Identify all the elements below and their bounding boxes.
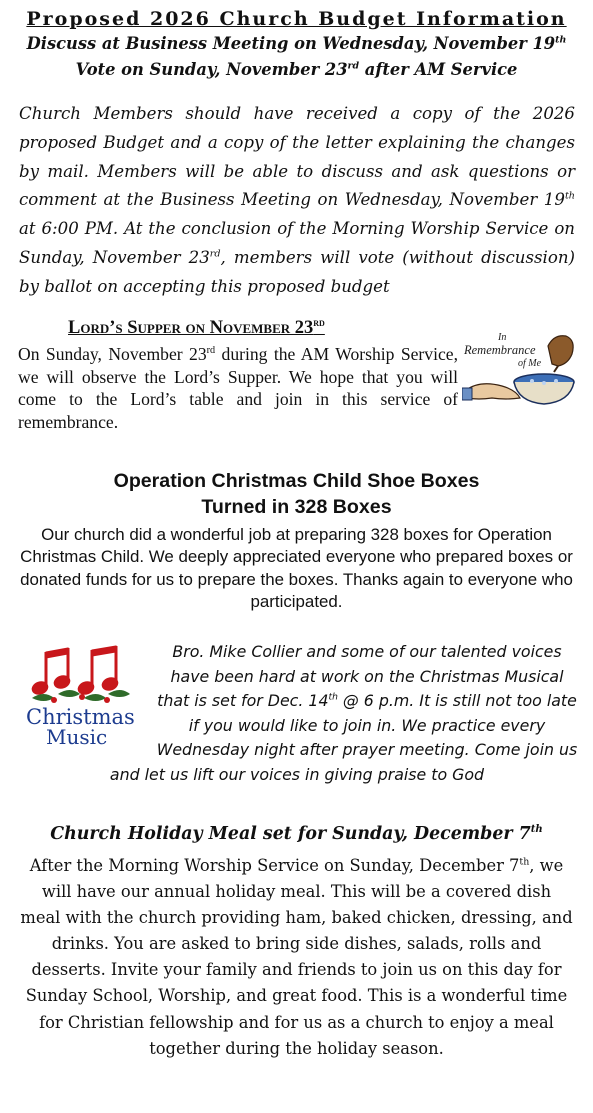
musical-body-post: @ 6 p.m. It is still not too late if you would like to join in. We practice every Wednesday night after prayer meeting. Come join us and let us lift our voices in giving praise to God [109,691,578,784]
budget-paragraph [19,100,575,302]
musical-paragraph [14,640,580,788]
budget-vote-line [0,60,593,79]
holiday-meal-title-sup: th [530,824,543,836]
shoe-boxes-paragraph: Our church did a wonderful job at preparing 328 boxes for Operation Christmas Child. We deeply appreciated everyone who prepared boxes or donated funds for us to prepare the boxes. Thanks again to everyone who participated. [20,525,573,611]
budget-paragraph-sup2: rd [209,248,221,260]
lords-supper-body-sup: rd [206,345,216,357]
remembrance-text: Remembrance [464,343,536,357]
lords-supper-paragraph [18,343,458,433]
budget-paragraph-part1: Church Members should have received a copy of the 2026 proposed Budget and a copy of the letter explaining the changes by mail. Members will be able to discuss and ask questions or comment at the Business Meeting on Wednesday, November 19 [19,104,575,210]
budget-title: Proposed 2026 Church Budget Information [26,8,567,30]
budget-paragraph-sup1: th [564,190,575,202]
music-word: Music [46,725,108,746]
remembrance-in-text: In [498,332,507,343]
remembrance-of-me-text: of Me [518,358,542,369]
budget-discuss-line [0,34,593,53]
lords-supper-title-text: Lord’s Supper on November 23 [68,318,314,338]
shoe-boxes-title-line2: Turned in 328 Boxes [201,496,392,518]
budget-discuss-text: Discuss at Business Meeting on Wednesday, November 19 [26,34,556,53]
budget-vote-pre: Vote on Sunday, November 23 [75,60,348,79]
holiday-meal-title [0,824,593,844]
holiday-meal-body-post: , we will have our annual holiday meal. This will be a covered dish meal with the church providing ham, baked chicken, dressing, and drinks. You are asked to bring side dishes, salads, rolls and desserts. Invite your family and friends to join us on this day for Sunday School, Worship, and great food. This is a wonderful time for Christian fellowship and for us as a church to enjoy a meal together during the holiday season. [20,856,573,1058]
christmas-word: Christmas [26,705,135,729]
lords-supper-body-post: during the AM Worship Service, we will observe the Lord’s Supper. We hope that you will come to the Lord’s table and join in this service of remembrance. [18,344,458,432]
budget-vote-sup: rd [347,60,360,72]
budget-paragraph-part2: at 6:00 PM. At the conclusion of the Morning Worship Service on Sunday, November 23 [19,219,575,267]
shoe-boxes-title-line1: Operation Christmas Child Shoe Boxes [113,470,480,492]
lords-supper-title-sup: rd [313,316,325,329]
lords-supper-body-pre: On Sunday, November 23 [18,344,207,364]
holiday-meal-paragraph [20,853,573,1062]
musical-body-sup: th [328,691,338,703]
holiday-meal-body-sup: th [519,856,530,868]
lords-supper-title [68,318,325,339]
holiday-meal-title-text: Church Holiday Meal set for Sunday, December 7 [50,824,531,844]
budget-discuss-sup: th [555,34,567,46]
budget-paragraph-part3: , members will vote (without discussion) by ballot on accepting this proposed budget [19,247,575,296]
holiday-meal-body-pre: After the Morning Worship Service on Sunday, December 7 [29,856,520,875]
budget-vote-post: after AM Service [359,60,518,79]
musical-body-pre: Bro. Mike Collier and some of our talented voices have been hard at work on the Christmas Musical that is set for Dec. 14 [157,642,564,711]
image-float-spacer [14,640,154,740]
communion-hands-icon [462,328,587,410]
